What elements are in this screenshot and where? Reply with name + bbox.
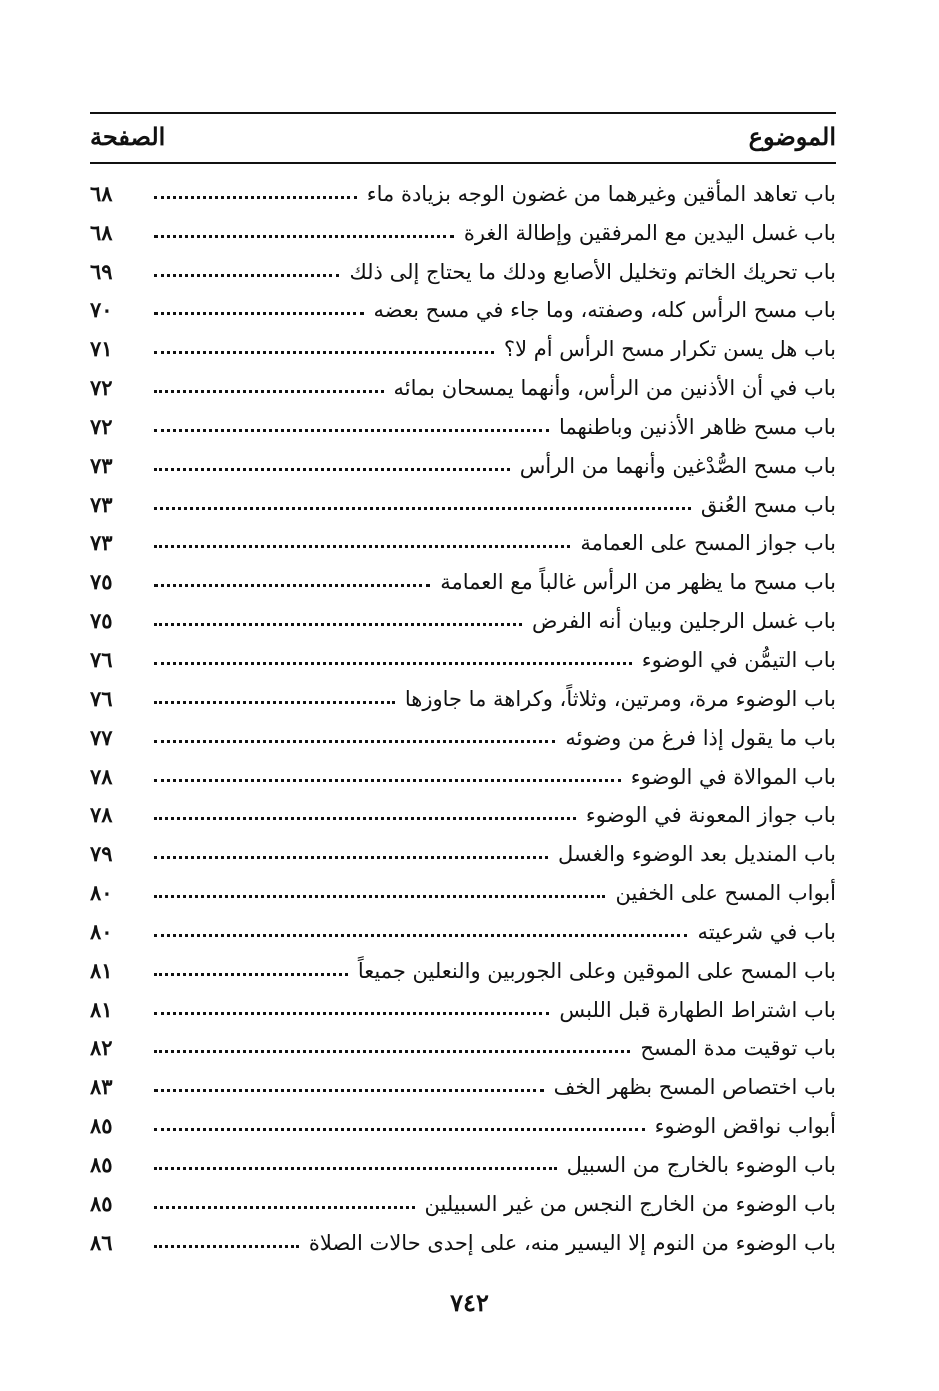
top-rule xyxy=(90,112,836,114)
toc-entry-page: ٨٦ xyxy=(90,1229,113,1255)
dot-leader xyxy=(154,390,384,393)
toc-entry-title: باب اختصاص المسح بظهر الخف xyxy=(553,1075,836,1100)
toc-entry-page: ٧٦ xyxy=(90,646,113,672)
toc-entry[interactable] xyxy=(90,1180,836,1219)
toc-entry-title: أبواب نواقض الوضوء xyxy=(654,1114,836,1139)
toc-entry-page: ٦٩ xyxy=(90,258,113,284)
toc-entry-title: باب هل يسن تكرار مسح الرأس أم لا؟ xyxy=(503,337,836,362)
dot-leader xyxy=(154,235,454,238)
toc-entry[interactable] xyxy=(90,209,836,248)
dot-leader xyxy=(154,545,570,548)
dot-leader xyxy=(154,507,691,510)
toc-entry[interactable] xyxy=(90,1102,836,1141)
toc-entry-page: ٨٥ xyxy=(90,1113,113,1139)
toc-entry-title: باب الوضوء مرة، ومرتين، وثلاثاً، وكراهة ما جاوزها xyxy=(404,686,836,711)
dot-leader xyxy=(154,1206,415,1209)
toc-entry-title: باب الموالاة في الوضوء xyxy=(630,764,836,789)
toc-entry-title: باب مسح الرأس كله، وصفته، وما جاء في مسح بعضه xyxy=(373,298,836,323)
toc-entry[interactable] xyxy=(90,597,836,636)
toc-entry-page: ٦٨ xyxy=(90,180,113,206)
toc-entry-title: باب في شرعيته xyxy=(697,919,836,944)
toc-entry-title: باب غسل الرجلين وبيان أنه الفرض xyxy=(532,609,836,634)
toc-entry-page: ٧٨ xyxy=(90,802,113,828)
toc-entry-page: ٧٥ xyxy=(90,569,113,595)
toc-entry-page: ٧٨ xyxy=(90,763,113,789)
toc-entry[interactable] xyxy=(90,869,836,908)
dot-leader xyxy=(154,973,348,976)
toc-entry[interactable] xyxy=(90,170,836,209)
toc-entry[interactable] xyxy=(90,636,836,675)
dot-leader xyxy=(154,895,605,898)
toc-entry-page: ٨٥ xyxy=(90,1190,113,1216)
dot-leader xyxy=(154,934,687,937)
toc-entry[interactable] xyxy=(90,1219,836,1258)
page-column-label: الصفحة xyxy=(90,122,166,151)
toc-entry-title: باب جواز المعونة في الوضوء xyxy=(585,803,836,828)
topic-column-label: الموضوع xyxy=(748,122,836,151)
toc-entry-page: ٧٢ xyxy=(90,375,113,401)
toc-entry-title: باب التيمُّن في الوضوء xyxy=(641,647,836,672)
dot-leader xyxy=(154,468,510,471)
dot-leader xyxy=(154,740,555,743)
toc-entry-title: باب الوضوء من الخارج النجس من غير السبيلين xyxy=(424,1191,836,1216)
dot-leader xyxy=(154,1245,299,1248)
toc-entry-page: ٧١ xyxy=(90,336,113,362)
toc-entry[interactable] xyxy=(90,520,836,559)
toc-entry-title: باب المنديل بعد الوضوء والغسل xyxy=(558,842,836,867)
toc-entry-title: باب مسح الصُّدْغين وأنهما من الرأس xyxy=(519,453,836,478)
toc-entry-page: ٧٣ xyxy=(90,491,113,517)
toc-entry[interactable] xyxy=(90,248,836,287)
toc-entry-page: ٨١ xyxy=(90,957,113,983)
toc-entry[interactable] xyxy=(90,403,836,442)
toc-entry[interactable] xyxy=(90,1141,836,1180)
toc-entry-page: ٧٦ xyxy=(90,685,113,711)
toc-entry[interactable] xyxy=(90,481,836,520)
dot-leader xyxy=(154,1050,630,1053)
toc-header xyxy=(90,120,836,156)
toc-entry-title: باب المسح على الموقين وعلى الجوربين والنعلين جميعاً xyxy=(357,958,836,983)
dot-leader xyxy=(154,312,364,315)
toc-entry-title: باب مسح ما يظهر من الرأس غالباً مع العمامة xyxy=(440,570,836,595)
toc-entry-title: باب اشتراط الطهارة قبل اللبس xyxy=(559,997,836,1022)
header-rule xyxy=(90,162,836,164)
page-number: ٧٤٢ xyxy=(450,1288,489,1317)
toc-entry-title: باب تحريك الخاتم وتخليل الأصابع ودلك ما يحتاج إلى ذلك xyxy=(349,259,836,284)
dot-leader xyxy=(154,662,632,665)
toc-entry-title: باب الوضوء من النوم إلا اليسير منه، على إحدى حالات الصلاة xyxy=(308,1230,836,1255)
toc-entry-title: باب توقيت مدة المسح xyxy=(640,1036,836,1061)
toc-entry[interactable] xyxy=(90,714,836,753)
toc-entry[interactable] xyxy=(90,830,836,869)
toc-entry-page: ٨٣ xyxy=(90,1074,113,1100)
toc-entry-title: باب جواز المسح على العمامة xyxy=(580,531,836,556)
dot-leader xyxy=(154,779,621,782)
toc-entry-page: ٧٣ xyxy=(90,452,113,478)
toc-entry-page: ٨٠ xyxy=(90,918,113,944)
dot-leader xyxy=(154,1012,549,1015)
dot-leader xyxy=(154,351,494,354)
toc-entry[interactable] xyxy=(90,675,836,714)
toc-entry-title: باب تعاهد المأقين وغيرهما من غضون الوجه بزيادة ماء xyxy=(366,181,836,206)
dot-leader xyxy=(154,429,549,432)
toc-entry[interactable] xyxy=(90,908,836,947)
toc-entry-page: ٧٣ xyxy=(90,530,113,556)
toc-entry[interactable] xyxy=(90,287,836,326)
toc-entry-title: باب غسل اليدين مع المرفقين وإطالة الغرة xyxy=(463,220,836,245)
dot-leader xyxy=(154,701,395,704)
toc-entry[interactable] xyxy=(90,1063,836,1102)
toc-entry[interactable] xyxy=(90,1025,836,1064)
toc-entry[interactable] xyxy=(90,325,836,364)
toc-entry[interactable] xyxy=(90,792,836,831)
toc-entry-page: ٨١ xyxy=(90,996,113,1022)
dot-leader xyxy=(154,623,522,626)
toc-entry-page: ٨٢ xyxy=(90,1035,113,1061)
dot-leader xyxy=(154,856,548,859)
dot-leader xyxy=(154,1167,557,1170)
toc-entry[interactable] xyxy=(90,364,836,403)
table-of-contents xyxy=(90,170,836,1258)
dot-leader xyxy=(154,584,430,587)
dot-leader xyxy=(154,274,339,277)
dot-leader xyxy=(154,817,576,820)
toc-entry-title: باب ما يقول إذا فرغ من وضوئه xyxy=(565,725,836,750)
dot-leader xyxy=(154,196,357,199)
toc-entry-page: ٧٠ xyxy=(90,297,113,323)
toc-entry-title: باب الوضوء بالخارج من السبيل xyxy=(566,1152,836,1177)
toc-entry-page: ٧٩ xyxy=(90,841,113,867)
toc-entry-page: ٨٠ xyxy=(90,880,113,906)
dot-leader xyxy=(154,1089,544,1092)
toc-entry-page: ٧٢ xyxy=(90,413,113,439)
toc-entry-page: ٧٥ xyxy=(90,608,113,634)
toc-entry-page: ٦٨ xyxy=(90,219,113,245)
toc-entry[interactable] xyxy=(90,753,836,792)
toc-entry[interactable] xyxy=(90,947,836,986)
toc-entry-page: ٧٧ xyxy=(90,724,113,750)
toc-entry-title: باب مسح العُنق xyxy=(700,492,836,517)
toc-entry-title: باب في أن الأذنين من الرأس، وأنهما يمسحان بمائه xyxy=(393,376,836,401)
dot-leader xyxy=(154,1128,645,1131)
toc-entry-title: باب مسح ظاهر الأذنين وباطنهما xyxy=(558,414,836,439)
toc-entry-page: ٨٥ xyxy=(90,1151,113,1177)
toc-entry-title: أبواب المسح على الخفين xyxy=(615,881,836,906)
toc-entry[interactable] xyxy=(90,442,836,481)
toc-entry[interactable] xyxy=(90,986,836,1025)
toc-entry[interactable] xyxy=(90,558,836,597)
